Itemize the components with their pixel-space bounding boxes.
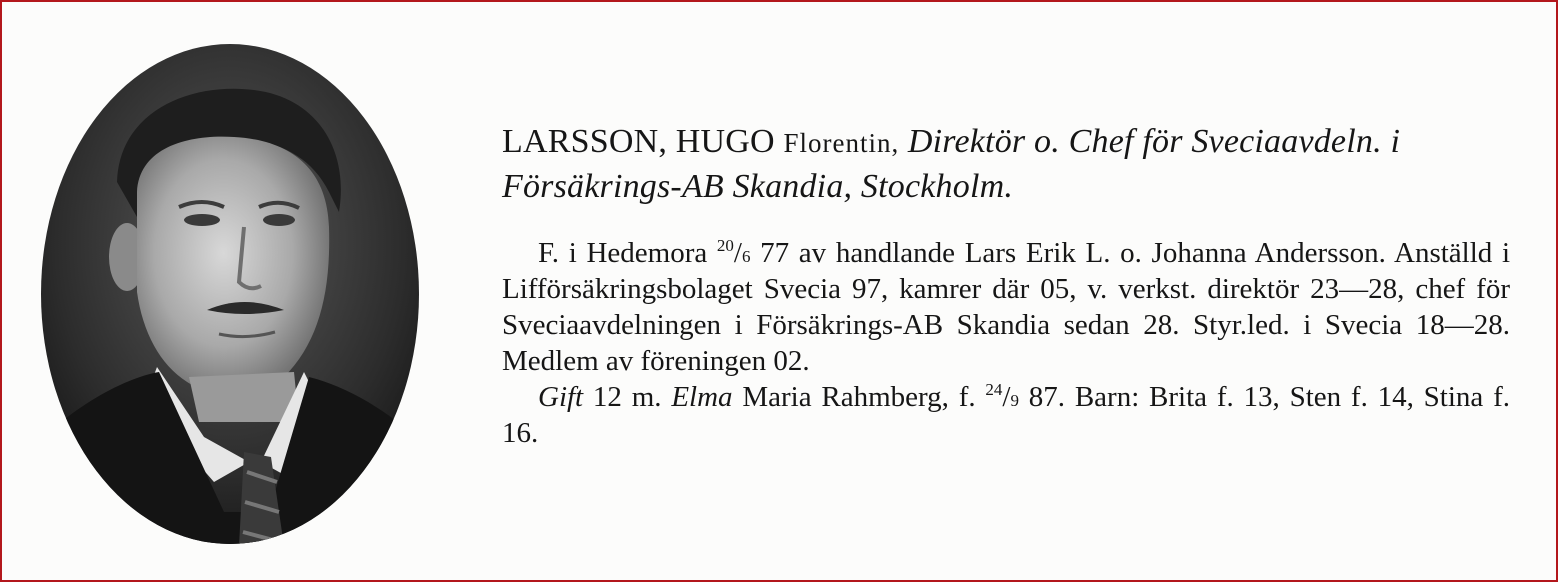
gift-label: Gift [538, 381, 584, 413]
given-name: HUGO [675, 123, 775, 160]
bio-text: Maria Rahmberg, f. [732, 381, 986, 413]
bio-paragraph-career: F. i Hedemora $^{20}$/6 77 av handlande Lars Erik L. o. Johanna Andersson. Anställd i Lifförsäkringsbolaget Svecia 97, kamrer där 05, v. verkst. direktör 23—28, chef för Sveciaavdelningen i Försäkrings-AB Skandia sedan 28. Styr.led. i Svecia 18—28. Medlem av föreningen 02. [502, 236, 1511, 377]
portrait-photo [39, 42, 421, 546]
birth-month: 6 [741, 247, 751, 266]
bio-text: F. i Hedemora [538, 237, 717, 269]
bio-text: 87. Barn: Brita f. 13, Sten f. 14, Stina f. 16. [502, 381, 1511, 449]
occupation-title: Direktör o. Chef för Sveciaavdeln. i Försäkrings-AB Skandia, Stockholm. [502, 123, 1401, 205]
spouse-birth-day: 24 [985, 380, 1003, 399]
spouse-first-name: Elma [671, 381, 733, 413]
spouse-birth-month: 9 [1010, 391, 1019, 410]
bio-paragraph-family: Gift 12 m. Elma Maria Rahmberg, f. $^{24}$/9 87. Barn: Brita f. 13, Sten f. 14, Stina f. 16. [502, 380, 1511, 449]
birth-day: 20 [716, 236, 734, 255]
surname: LARSSON, [502, 123, 668, 160]
bio-text: 12 m. [583, 381, 672, 413]
middle-name: Florentin, [783, 128, 900, 158]
entry-heading [502, 120, 1510, 209]
bio-text: 77 av handlande Lars Erik L. o. Johanna Andersson. Anställd i Lifförsäkringsbolaget Svecia 97, kamrer där 05, v. verkst. direktör 23—28, chef för Sveciaavdelningen i Försäkrings-AB Skandia sedan 28. Styr.led. i Svecia 18—28. Medlem av föreningen 02. [502, 237, 1511, 377]
biography-entry [502, 120, 1510, 451]
